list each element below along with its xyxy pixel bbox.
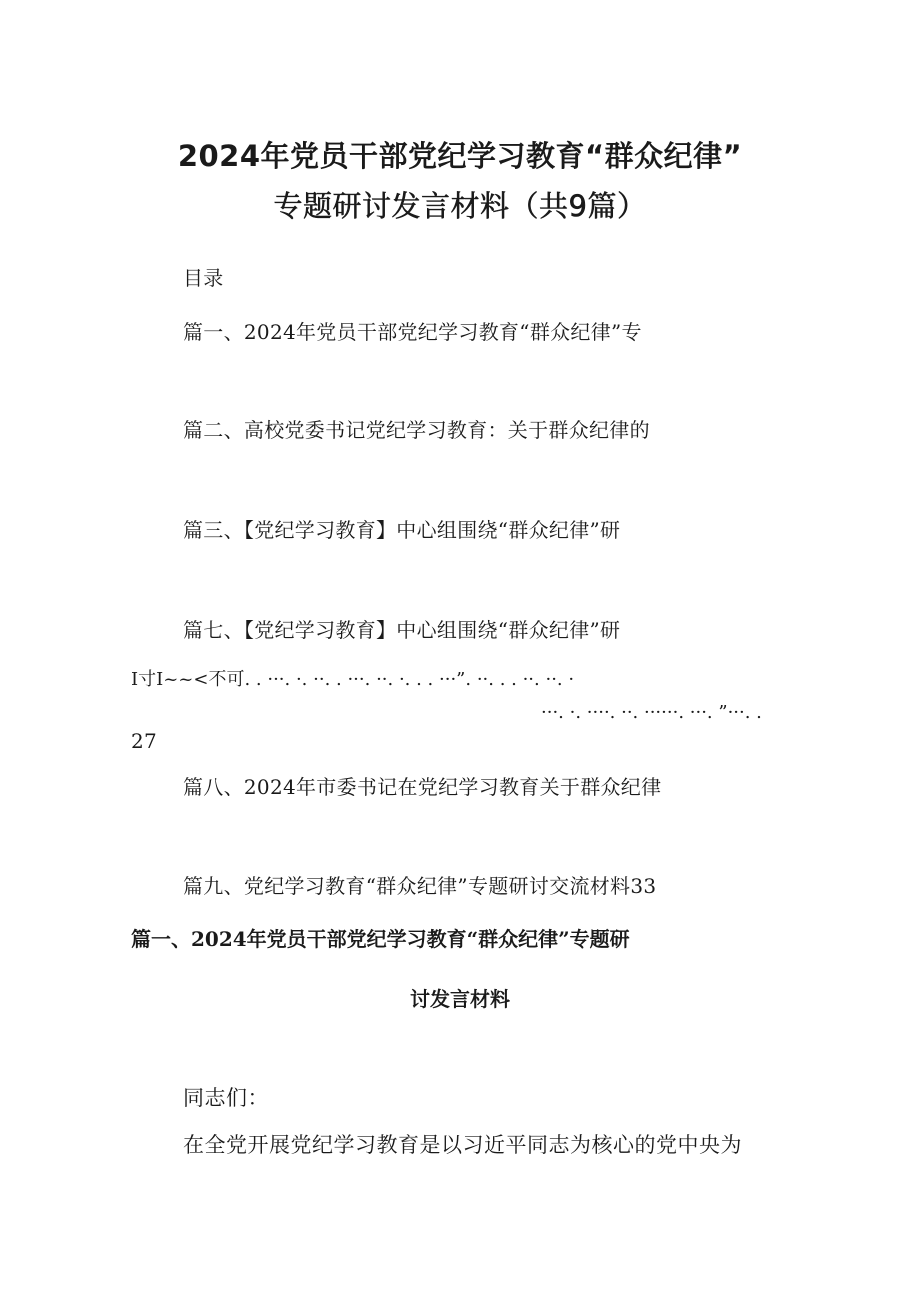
toc-leader-dots: I寸I~~<不可. . ···. ·. ··. . ···. ··. ·. . . ···”. ··. . . ··. ··. · bbox=[131, 669, 575, 690]
toc-item[interactable]: 篇七、【党纪学习教育】中心组围绕“群众纪律”研 bbox=[183, 618, 621, 642]
salutation: 同志们： bbox=[183, 1086, 269, 1110]
toc-item[interactable]: 篇八、2024年市委书记在党纪学习教育关于群众纪律 bbox=[183, 775, 662, 799]
toc-heading: 目录 bbox=[183, 266, 224, 290]
toc-item[interactable]: 篇三、【党纪学习教育】中心组围绕“群众纪律”研 bbox=[183, 518, 621, 542]
section-title-line-1: 篇一、2024年党员干部党纪学习教育“群众纪律”专题研 bbox=[131, 927, 630, 951]
toc-item[interactable]: 篇二、高校党委书记党纪学习教育：关于群众纪律的 bbox=[183, 418, 650, 442]
section-title-line-2: 讨发言材料 bbox=[410, 987, 510, 1011]
toc-item[interactable]: 篇九、党纪学习教育“群众纪律”专题研讨交流材料33 bbox=[183, 874, 657, 898]
document-title-line-2: 专题研讨发言材料（共9篇） bbox=[273, 189, 647, 223]
document-title-line-1: 2024年党员干部党纪学习教育“群众纪律” bbox=[177, 139, 743, 173]
toc-page-number: 27 bbox=[131, 729, 158, 753]
body-paragraph: 在全党开展党纪学习教育是以习近平同志为核心的党中央为 bbox=[183, 1133, 742, 1157]
toc-leader-dots: ···. ·. ····. ··. ······. ···. ”···. . bbox=[541, 702, 762, 723]
toc-item[interactable]: 篇一、2024年党员干部党纪学习教育“群众纪律”专 bbox=[183, 320, 642, 344]
